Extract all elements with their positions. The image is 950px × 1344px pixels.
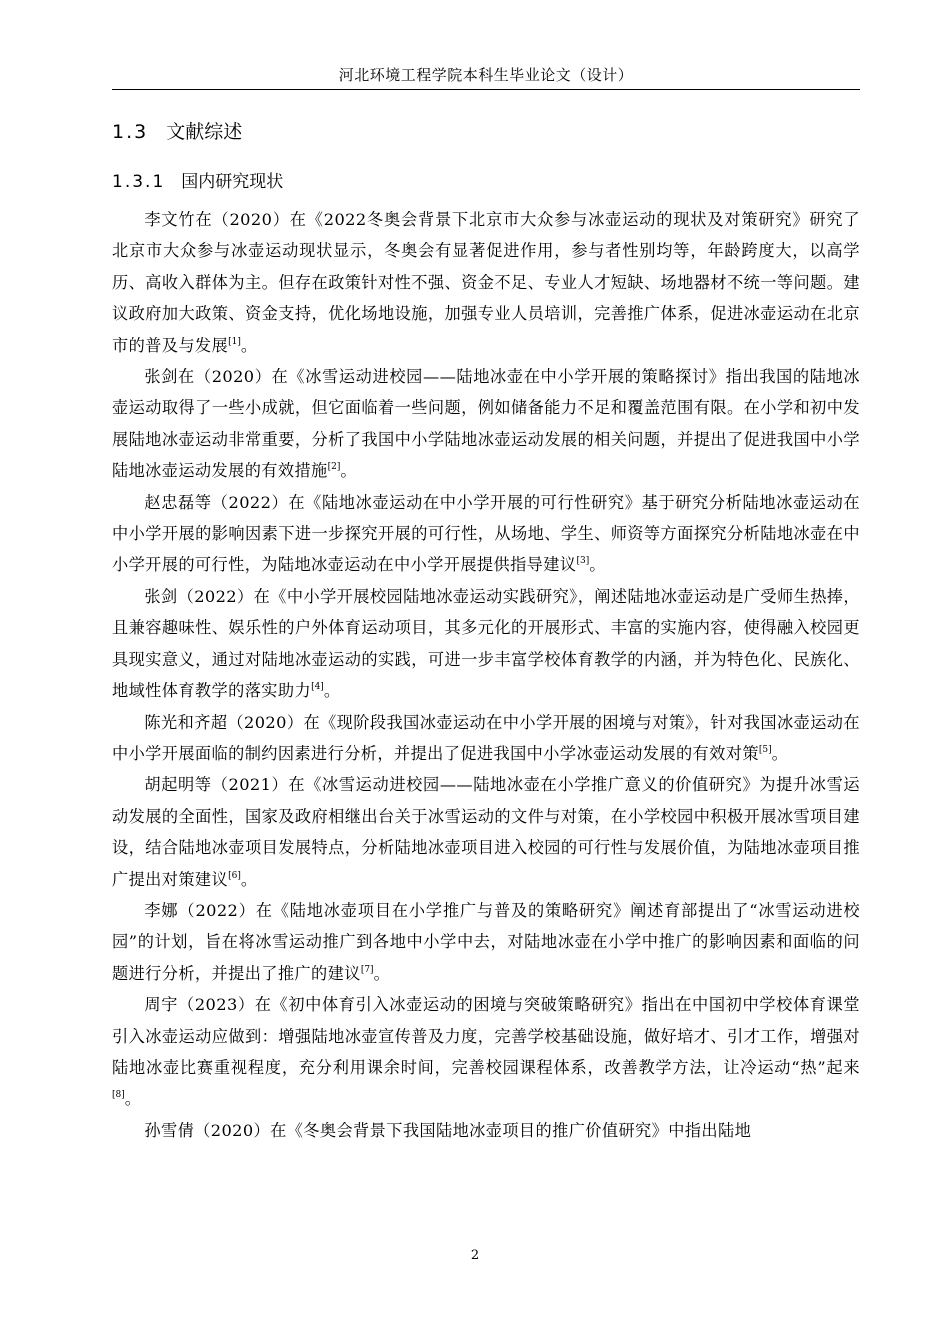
paragraph-text: 孙雪倩（2020）在《冬奥会背景下我国陆地冰壶项目的推广价值研究》中指出陆地 <box>144 1120 752 1140</box>
paragraph-end: 。 <box>589 555 606 575</box>
citation-ref: [1] <box>228 336 241 347</box>
paragraph-text: 李娜（2022）在《陆地冰壶项目在小学推广与普及的策略研究》阐述育部提出了“冰雪运动进校园”的计划，旨在将冰雪运动推广到各地中小学中去，对陆地冰壶在小学中推广的影响因素和面临的问题进行分析，并提出了推广的建议 <box>112 900 860 983</box>
paragraph-end: 。 <box>323 681 341 701</box>
subsection-title: 国内研究现状 <box>181 172 284 192</box>
paragraph-text: 周宇（2023）在《初中体育引入冰壶运动的困境与突破策略研究》指出在中国初中学校体育课堂引入冰壶运动应做到：增强陆地冰壶宣传普及力度，完善学校基础设施，做好培才、引才工作，增强对陆地冰壶比赛重视程度，充分利用课余时间，完善校园课程体系，改善教学方法，让冷运动“热”起来 <box>112 995 860 1077</box>
paragraph-text: 张剑在（2020）在《冰雪运动进校园——陆地冰壶在中小学开展的策略探讨》指出我国的陆地冰壶运动取得了一些小成就，但它面临着一些问题，例如储备能力不足和覆盖范围有限。在小学和初中发展陆地冰壶运动非常重要，分析了我国中小学陆地冰壶运动发展的相关问题，并提出了促进我国中小学陆地冰壶运动发展的有效措施 <box>112 367 860 481</box>
citation-ref: [6] <box>228 870 241 881</box>
section-heading <box>112 118 242 146</box>
citation-ref: [2] <box>327 462 341 473</box>
running-header: 河北环境工程学院本科生毕业论文（设计） <box>338 66 634 84</box>
paragraph <box>112 1115 860 1146</box>
page-number: 2 <box>470 1248 480 1263</box>
subsection-heading <box>112 169 283 195</box>
citation-ref: [3] <box>576 556 590 567</box>
paragraph <box>112 361 860 487</box>
citation-ref: [7] <box>360 964 374 975</box>
paragraph <box>112 707 860 770</box>
paragraph-text: 赵忠磊等（2022）在《陆地冰壶运动在中小学开展的可行性研究》基于研究分析陆地冰壶运动在中小学开展的影响因素下进一步探究开展的可行性，从场地、学生、师资等方面探究分析陆地冰壶在中小学开展的可行性，为陆地冰壶运动在中小学开展提供指导建议 <box>112 492 860 575</box>
section-title: 文献综述 <box>166 121 243 143</box>
paragraph-end: 。 <box>373 963 391 983</box>
header-rule <box>112 89 860 90</box>
citation-ref: [8] <box>112 1090 125 1101</box>
citation-ref: [5] <box>758 744 772 755</box>
paragraph <box>112 581 860 707</box>
paragraph <box>112 769 860 895</box>
paragraph-end: 。 <box>340 461 357 481</box>
paragraph <box>112 487 860 581</box>
paragraph-end: 。 <box>124 1089 142 1109</box>
paragraph <box>112 204 860 361</box>
paragraph-end: 。 <box>240 869 258 889</box>
paragraph-text: 李文竹在（2020）在《2022冬奥会背景下北京市大众参与冰壶运动的现状及对策研究》研究了北京市大众参与冰壶运动现状显示，冬奥会有显著促进作用，参与者性别均等，年龄跨度大，以高学历、高收入群体为主。但存在政策针对性不强、资金不足、专业人才短缺、场地器材不统一等问题。建议政府加大政策、资金支持，优化场地设施，加强专业人员培训，完善推广体系，促进冰壶运动在北京市的普及与发展 <box>112 210 860 355</box>
section-number: 1.3 <box>112 121 149 143</box>
paragraph <box>112 895 860 989</box>
citation-ref: [4] <box>311 682 324 693</box>
body-text <box>112 204 860 1146</box>
subsection-number: 1.3.1 <box>112 172 166 192</box>
paragraph <box>112 989 860 1115</box>
paragraph-text: 胡起明等（2021）在《冰雪运动进校园——陆地冰壶在小学推广意义的价值研究》为提升冰雪运动发展的全面性，国家及政府相继出台关于冰雪运动的文件与对策，在小学校园中积极开展冰雪项目建设，结合陆地冰壶项目发展特点，分析陆地冰壶项目进入校园的可行性与发展价值，为陆地冰壶项目推广提出对策建议 <box>112 775 860 889</box>
paragraph-text: 张剑（2022）在《中小学开展校园陆地冰壶运动实践研究》，阐述陆地冰壶运动是广受师生热捧，且兼容趣味性、娱乐性的户外体育运动项目，其多元化的开展形式、丰富的实施内容，使得融入校园更具现实意义，通过对陆地冰壶运动的实践，可进一步丰富学校体育教学的内涵，并为特色化、民族化、地域性体育教学的落实助力 <box>112 586 860 701</box>
paragraph-text: 陈光和齐超（2020）在《现阶段我国冰壶运动在中小学开展的困境与对策》，针对我国冰壶运动在中小学开展面临的制约因素进行分析，并提出了促进我国中小学冰壶运动发展的有效对策 <box>112 712 860 763</box>
paragraph-end: 。 <box>240 335 258 355</box>
paragraph-end: 。 <box>771 743 789 763</box>
